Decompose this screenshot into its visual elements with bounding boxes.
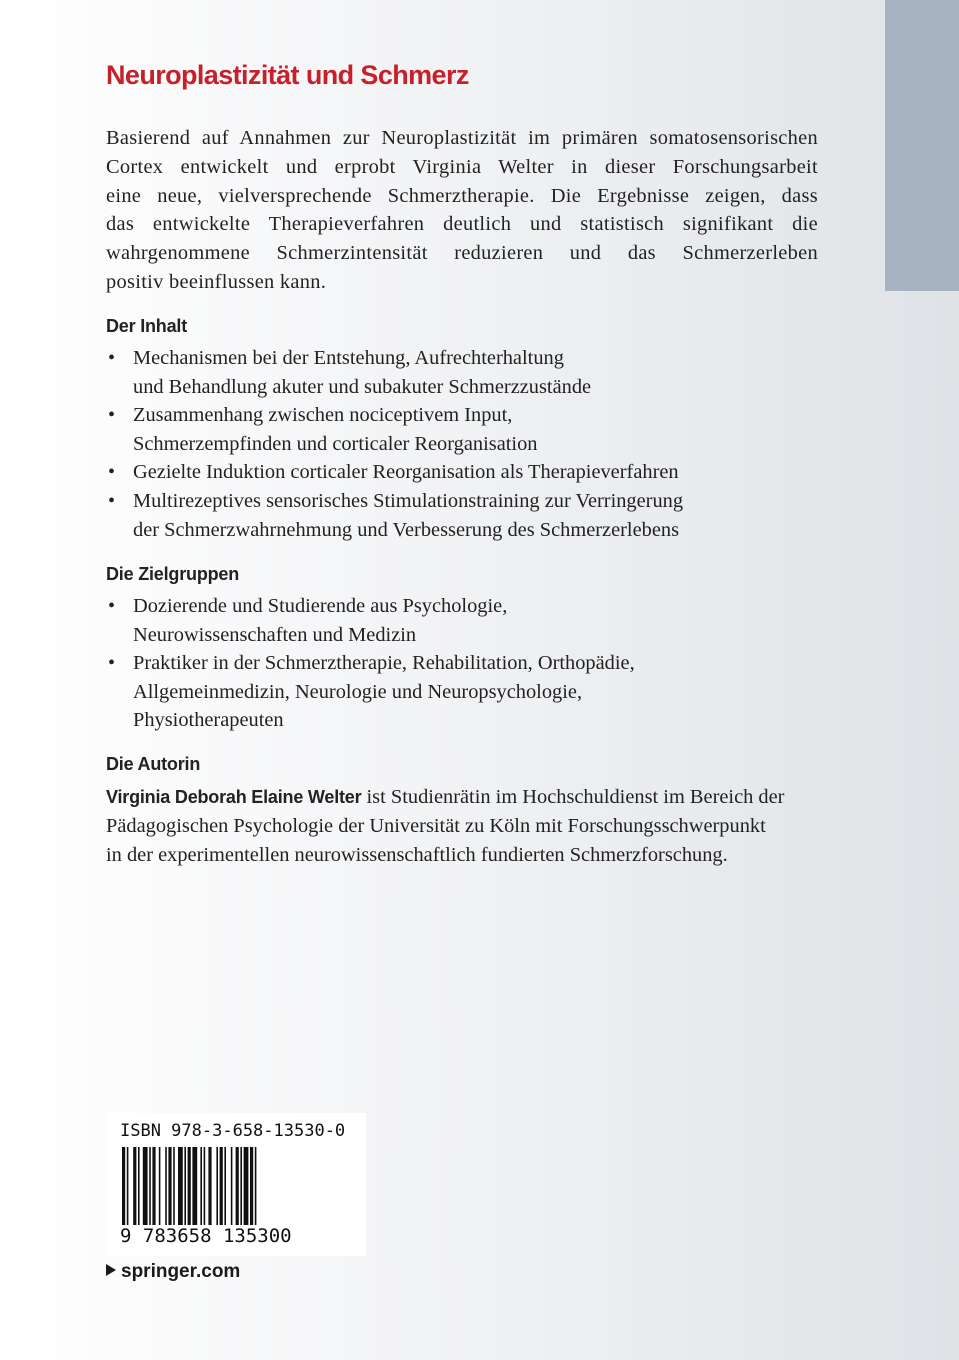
barcode-bar: [231, 1147, 233, 1225]
author-name: Virginia Deborah Elaine Welter: [106, 787, 362, 807]
list-item: [106, 458, 826, 487]
barcode-bar: [208, 1147, 211, 1225]
intro-line: eine neue, vielversprechende Schmerztherapie. Die Ergebnisse zeigen, dass: [106, 184, 818, 207]
list-item-line: und Behandlung akuter und subakuter Schmerzzustände: [133, 375, 592, 398]
bullet-icon: •: [108, 347, 116, 369]
barcode-bar: [133, 1147, 136, 1225]
color-side-tab: [885, 0, 959, 291]
list-item-line: Allgemeinmedizin, Neurologie und Neuropsychologie,: [133, 680, 583, 703]
list-item-line: Mechanismen bei der Entstehung, Aufrechterhaltung: [133, 347, 564, 369]
author-bio-text: ist Studienrätin im Hochschuldienst im Bereich der: [361, 786, 785, 808]
barcode-bar: [255, 1147, 257, 1225]
barcode-bar: [159, 1147, 161, 1225]
barcode-bars: [118, 1147, 354, 1225]
barcode-bar: [152, 1147, 155, 1225]
list-item: [106, 487, 826, 544]
publisher-website: springer.com: [121, 1261, 241, 1282]
barcode-bar: [165, 1147, 167, 1225]
inhalt-heading: Der Inhalt: [106, 316, 188, 336]
list-item: [106, 344, 826, 401]
barcode-bar: [143, 1147, 148, 1225]
barcode-bar: [216, 1147, 218, 1225]
intro-paragraph: [106, 124, 818, 297]
list-item: [106, 401, 826, 458]
barcode-bar: [236, 1147, 239, 1225]
barcode-bar: [250, 1147, 253, 1225]
barcode-bar: [127, 1147, 129, 1225]
barcode-bar: [122, 1147, 125, 1225]
barcode-bar: [200, 1147, 202, 1225]
bullet-icon: •: [108, 652, 116, 675]
list-item-line: Dozierende und Studierende aus Psychologie,: [133, 595, 508, 617]
author-bio-line: [106, 783, 826, 812]
barcode-bar: [173, 1147, 175, 1225]
zielgruppen-heading: Die Zielgruppen: [106, 564, 240, 584]
intro-line: das entwickelte Therapieverfahren deutlich und statistisch signifikant die: [106, 213, 818, 236]
barcode-bar: [192, 1147, 197, 1225]
list-item-line: der Schmerzwahrnehmung und Verbesserung des Schmerzerlebens: [133, 518, 680, 541]
barcode-bar: [220, 1147, 223, 1225]
barcode-bar: [224, 1147, 226, 1225]
barcode-bar: [149, 1147, 151, 1225]
author-bio: [106, 783, 826, 869]
barcode-bar: [138, 1147, 140, 1225]
barcode-bar: [178, 1147, 183, 1225]
publisher-link[interactable]: [106, 1261, 240, 1283]
barcode-digits: 9 783658 135300: [120, 1225, 292, 1247]
list-item-line: Schmerzempfinden und corticaler Reorganisation: [133, 432, 538, 455]
autorin-heading: Die Autorin: [106, 754, 201, 774]
isbn-label: ISBN 978-3-658-13530-0: [120, 1121, 346, 1141]
barcode-bar: [168, 1147, 171, 1225]
list-item-line: Physiotherapeuten: [133, 709, 284, 732]
isbn-barcode: [106, 1113, 366, 1256]
zielgruppen-list: [106, 592, 826, 735]
intro-line: Basierend auf Annahmen zur Neuroplastizität im primären somatosensorischen: [106, 127, 818, 149]
bullet-icon: •: [108, 404, 116, 427]
barcode-bar: [184, 1147, 186, 1225]
list-item: [106, 649, 826, 735]
arrow-right-icon: [106, 1264, 116, 1276]
barcode-bar: [188, 1147, 191, 1225]
intro-line: positiv beeinflussen kann.: [106, 270, 327, 293]
bullet-icon: •: [108, 595, 116, 617]
list-item-line: Zusammenhang zwischen nociceptivem Input,: [133, 404, 513, 427]
list-item: [106, 592, 826, 649]
intro-line: Cortex entwickelt und erprobt Virginia Welter in dieser Forschungsarbeit: [106, 155, 818, 178]
list-item-line: Praktiker in der Schmerztherapie, Rehabilitation, Orthopädie,: [133, 652, 635, 675]
author-bio-line: Pädagogischen Psychologie der Universität zu Köln mit Forschungsschwerpunkt: [106, 814, 766, 837]
bullet-icon: •: [108, 489, 116, 512]
author-bio-line: in der experimentellen neurowissenschaftlich fundierten Schmerzforschung.: [106, 843, 728, 866]
barcode-bar: [240, 1147, 242, 1225]
barcode-bar: [204, 1147, 206, 1225]
barcode-bar: [244, 1147, 249, 1225]
inhalt-list: [106, 344, 826, 544]
list-item-line: Neurowissenschaften und Medizin: [133, 623, 417, 646]
book-title: Neuroplastizität und Schmerz: [106, 60, 469, 90]
bullet-icon: •: [108, 461, 116, 484]
list-item-line: Multirezeptives sensorisches Stimulationstraining zur Verringerung: [133, 489, 684, 512]
list-item-line: Gezielte Induktion corticaler Reorganisation als Therapieverfahren: [133, 461, 679, 484]
intro-line: wahrgenommene Schmerzintensität reduzieren und das Schmerzerleben: [106, 242, 818, 265]
